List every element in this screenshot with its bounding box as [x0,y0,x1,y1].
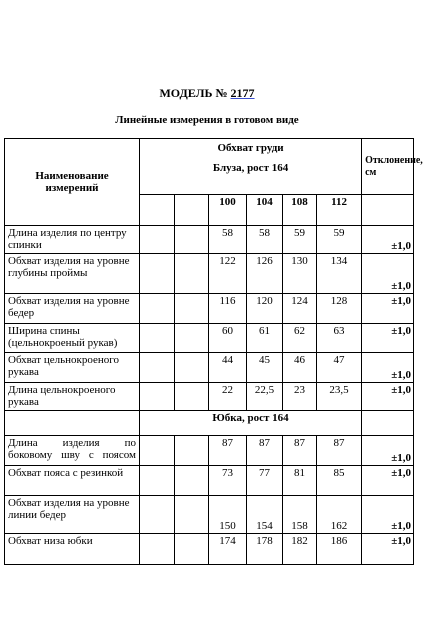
value-cell: 174 [209,534,247,565]
value-cell: 150 [209,496,247,534]
group-header [140,139,362,195]
value-cell: 46 [283,353,317,383]
empty-cell [175,466,209,496]
empty-cell [140,496,175,534]
chest-header: Обхват груди [217,142,284,154]
model-number: 2177 [230,86,255,100]
tolerance-cell: ±1,0 [362,294,414,324]
value-cell: 87 [247,436,283,466]
value-cell: 77 [247,466,283,496]
value-cell: 23 [283,383,317,411]
empty-cell [175,324,209,353]
tolerance-cell: ±1,0 [362,466,414,496]
empty-cell [362,195,414,226]
value-cell: 59 [283,226,317,254]
value-cell: 87 [317,436,362,466]
page-subtitle: Линейные измерения в готовом виде [115,114,299,126]
table-row [5,496,414,534]
empty-cell [140,195,175,226]
empty-cell [175,496,209,534]
measure-name: Обхват низа юбки [5,534,140,565]
value-cell: 87 [283,436,317,466]
model-title [0,86,414,101]
value-cell: 47 [317,353,362,383]
tolerance-cell: ±1,0 [362,534,414,565]
value-cell: 22 [209,383,247,411]
tolerance-cell: ±1,0 [362,254,414,294]
table-row [5,436,414,466]
empty-cell [175,254,209,294]
value-cell: 45 [247,353,283,383]
table-row [5,383,414,411]
value-cell: 124 [283,294,317,324]
empty-cell [140,254,175,294]
model-label: МОДЕЛЬ № [159,86,228,100]
value-cell: 87 [209,436,247,466]
measure-name: Обхват цельнокроеного рукава [5,353,140,383]
empty-cell [362,411,414,436]
size-cell: 104 [247,195,283,226]
value-cell: 85 [317,466,362,496]
skirt-header-row [5,411,414,436]
value-cell: 158 [283,496,317,534]
measure-name: Длина изделия по центру спинки [5,226,140,254]
tolerance-cell: ±1,0 [362,324,414,353]
empty-cell [140,436,175,466]
size-cell: 108 [283,195,317,226]
value-cell: 186 [317,534,362,565]
empty-cell [140,466,175,496]
value-cell: 61 [247,324,283,353]
measure-name: Ширина спины (цельнокроеный рукав) [5,324,140,353]
value-cell: 63 [317,324,362,353]
empty-cell [175,294,209,324]
value-cell: 116 [209,294,247,324]
measurements-table [4,138,423,565]
tolerance-cell: ±1,0 [362,226,414,254]
value-cell: 22,5 [247,383,283,411]
value-cell: 73 [209,466,247,496]
measure-name: Обхват пояса с резинкой [5,466,140,496]
value-cell: 134 [317,254,362,294]
empty-cell [140,534,175,565]
tolerance-cell: ±1,0 [362,496,414,534]
value-cell: 120 [247,294,283,324]
table-row [5,226,414,254]
table-row [5,294,414,324]
value-cell: 178 [247,534,283,565]
measure-name: Длина изделия по боковому шву с поясом [5,436,140,466]
table-row [5,324,414,353]
skirt-header: Юбка, рост 164 [140,411,362,436]
measure-name: Обхват изделия на уровне бедер [5,294,140,324]
empty-cell [175,226,209,254]
value-cell: 62 [283,324,317,353]
table-row [5,466,414,496]
header-row [5,139,414,195]
value-cell: 58 [209,226,247,254]
empty-cell [140,353,175,383]
value-cell: 182 [283,534,317,565]
tolerance-cell: ±1,0 [362,353,414,383]
value-cell: 154 [247,496,283,534]
empty-cell [175,436,209,466]
name-header: Наименование измерений [5,139,140,226]
table-row [5,353,414,383]
value-cell: 122 [209,254,247,294]
blouse-header: Блуза, рост 164 [212,162,289,174]
measure-name: Обхват изделия на уровне линии бедер [5,496,140,534]
value-cell: 58 [247,226,283,254]
measure-name: Длина цельнокроеного рукава [5,383,140,411]
empty-cell [140,226,175,254]
empty-cell [175,195,209,226]
empty-cell [140,383,175,411]
table-row [5,534,414,565]
size-cell: 112 [317,195,362,226]
table-row [5,254,414,294]
value-cell: 59 [317,226,362,254]
empty-cell [175,534,209,565]
value-cell: 60 [209,324,247,353]
empty-cell [5,411,140,436]
empty-cell [175,353,209,383]
tolerance-cell: ±1,0 [362,436,414,466]
empty-cell [175,383,209,411]
measure-name: Обхват изделия на уровне глубины проймы [5,254,140,294]
tolerance-cell: ±1,0 [362,383,414,411]
empty-cell [140,324,175,353]
value-cell: 81 [283,466,317,496]
value-cell: 128 [317,294,362,324]
value-cell: 162 [317,496,362,534]
empty-cell [140,294,175,324]
value-cell: 23,5 [317,383,362,411]
value-cell: 126 [247,254,283,294]
deviation-header: Отклонение, см [362,139,414,195]
value-cell: 130 [283,254,317,294]
size-cell: 100 [209,195,247,226]
value-cell: 44 [209,353,247,383]
